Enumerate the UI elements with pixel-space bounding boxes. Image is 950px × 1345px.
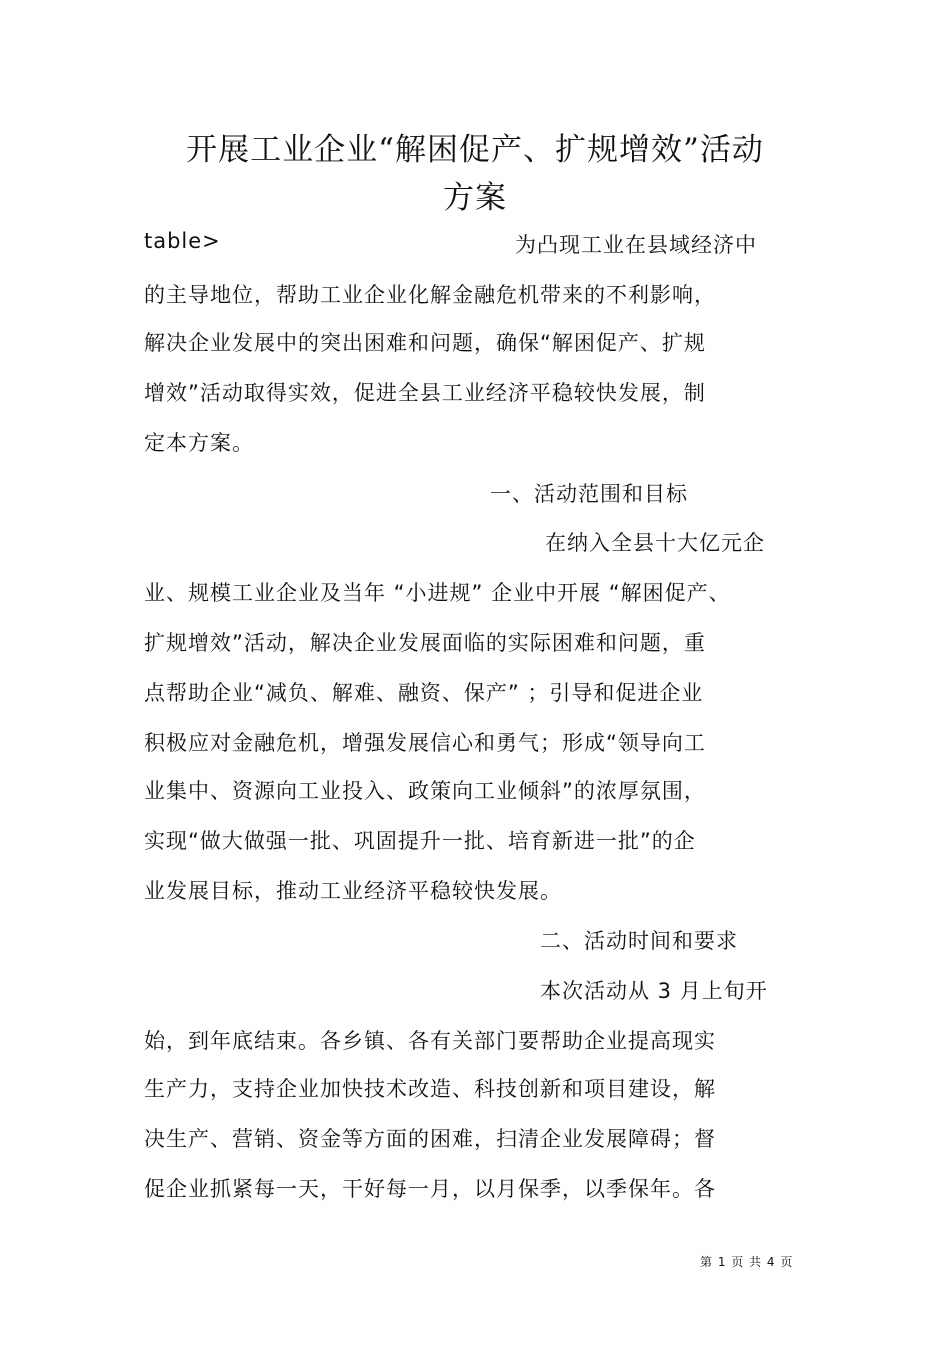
section2-line: 始，到年底结束。各乡镇、各有关部门要帮助企业提高现实 [144,1029,716,1053]
document-title-line1: 开展工业企业“解困促产、扩规增效”活动 [186,132,764,168]
document-title-line2: 方案 [443,180,507,216]
intro-line: 增效”活动取得实效，促进全县工业经济平稳较快发展，制 [144,381,706,405]
intro-line: 的主导地位，帮助工业企业化解金融危机带来的不利影响， [144,283,716,307]
page-footer: 第 1 页 共 4 页 [700,1255,794,1269]
intro-prefix: table> [144,229,221,253]
intro-line: 为凸现工业在县域经济中 [515,233,757,257]
section1-line: 业集中、资源向工业投入、政策向工业倾斜”的浓厚氛围， [144,779,706,803]
section1-line: 扩规增效”活动，解决企业发展面临的实际困难和问题，重 [144,631,706,655]
section1-line: 业发展目标，推动工业经济平稳较快发展。 [144,879,562,903]
section2-heading: 二、活动时间和要求 [540,929,738,953]
section1-line: 实现“做大做强一批、巩固提升一批、培育新进一批”的企 [144,829,696,853]
section1-heading: 一、活动范围和目标 [490,482,688,506]
intro-line: 解决企业发展中的突出困难和问题，确保“解困促产、扩规 [144,331,706,355]
section2-line: 决生产、营销、资金等方面的困难，扫清企业发展障碍；督 [144,1127,716,1151]
section1-line: 点帮助企业“减负、解难、融资、保产” ；引导和促进企业 [144,681,704,705]
section2-line: 促企业抓紧每一天，干好每一月，以月保季，以季保年。各 [144,1177,716,1201]
section1-line: 业、规模工业企业及当年 “小进规” 企业中开展 “解困促产、 [144,581,731,605]
intro-line: 定本方案。 [144,431,254,455]
section2-line: 本次活动从 3 月上旬开 [540,979,768,1003]
section1-line: 积极应对金融危机，增强发展信心和勇气；形成“领导向工 [144,731,706,755]
section2-line: 生产力，支持企业加快技术改造、科技创新和项目建设，解 [144,1077,716,1101]
section1-line: 在纳入全县十大亿元企 [545,531,765,555]
